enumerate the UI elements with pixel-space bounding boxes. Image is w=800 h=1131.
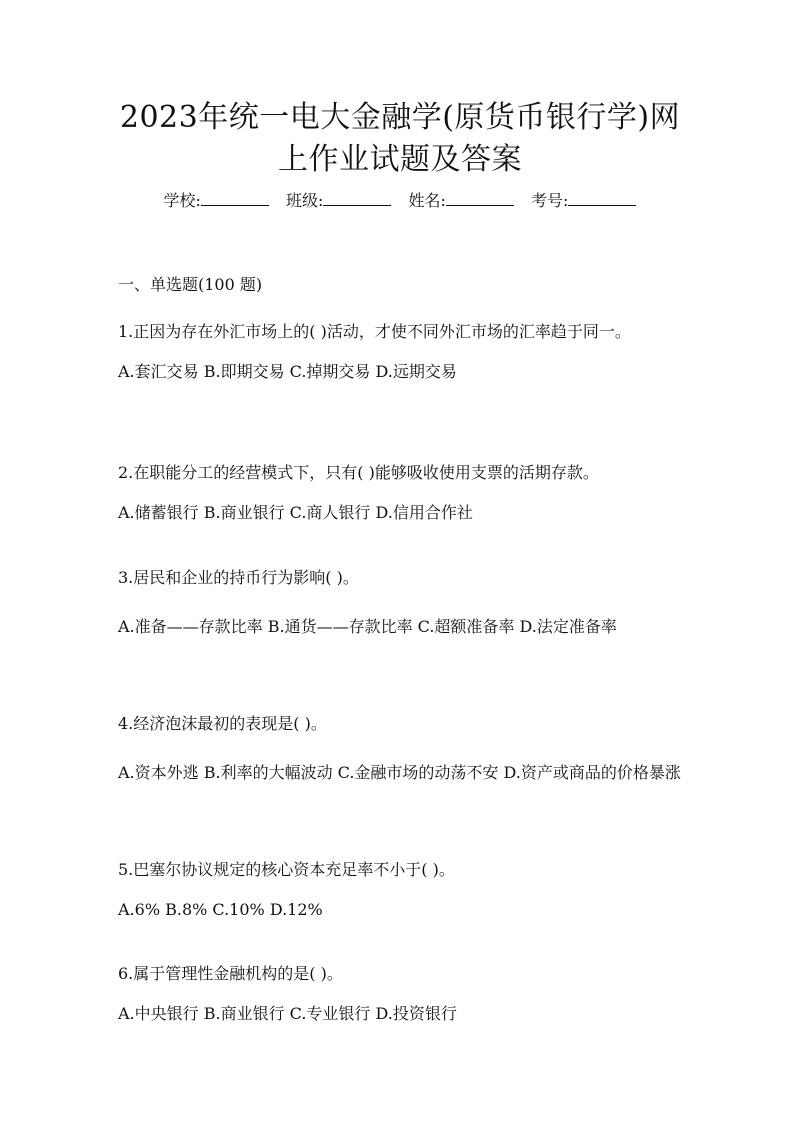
question-5 (118, 859, 690, 921)
question-4 (118, 713, 690, 793)
class-field (286, 190, 391, 212)
section-heading: 一、单选题(100 题) (118, 275, 263, 294)
question-2-options: A.储蓄银行 B.商业银行 C.商人银行 D.信用合作社 (118, 503, 473, 522)
document-title-line-1: 2023年统一电大金融学(原货币银行学)网 (119, 100, 681, 135)
question-4-options: A.资本外逃 B.利率的大幅波动 C.金融市场的动荡不安 D.资产或商品的价格暴涨 (118, 763, 681, 782)
class-blank (323, 191, 391, 206)
school-label: 学校: (163, 191, 201, 210)
question-5-stem: 5.巴塞尔协议规定的核心资本充足率不小于( )。 (118, 860, 455, 879)
name-field (409, 190, 514, 212)
question-1-stem: 1.正因为存在外汇市场上的( )活动，才使不同外汇市场的汇率趋于同一。 (118, 322, 631, 341)
exam-no-field (531, 190, 636, 212)
name-label: 姓名: (408, 191, 446, 210)
question-4-stem: 4.经济泡沫最初的表现是( )。 (118, 714, 327, 733)
student-info-fields (0, 190, 800, 212)
school-field (164, 190, 269, 212)
question-6-stem: 6.属于管理性金融机构的是( )。 (118, 964, 343, 983)
exam-no-blank (568, 191, 636, 206)
exam-no-label: 考号: (531, 191, 569, 210)
question-2 (118, 462, 690, 524)
document-title-line-2: 上作业试题及答案 (278, 142, 522, 177)
question-3-stem: 3.居民和企业的持币行为影响( )。 (118, 568, 359, 587)
question-1-options: A.套汇交易 B.即期交易 C.掉期交易 D.远期交易 (118, 362, 457, 381)
question-3 (118, 567, 690, 647)
school-blank (201, 191, 269, 206)
name-blank (446, 191, 514, 206)
question-6 (118, 963, 690, 1025)
question-1 (118, 312, 690, 392)
question-5-options: A.6% B.8% C.10% D.12% (118, 900, 323, 919)
question-2-stem: 2.在职能分工的经营模式下，只有( )能够吸收使用支票的活期存款。 (118, 463, 599, 482)
class-label: 班级: (286, 191, 324, 210)
question-3-options: A.准备——存款比率 B.通货——存款比率 C.超额准备率 D.法定准备率 (118, 617, 617, 636)
question-6-options: A.中央银行 B.商业银行 C.专业银行 D.投资银行 (118, 1004, 457, 1023)
